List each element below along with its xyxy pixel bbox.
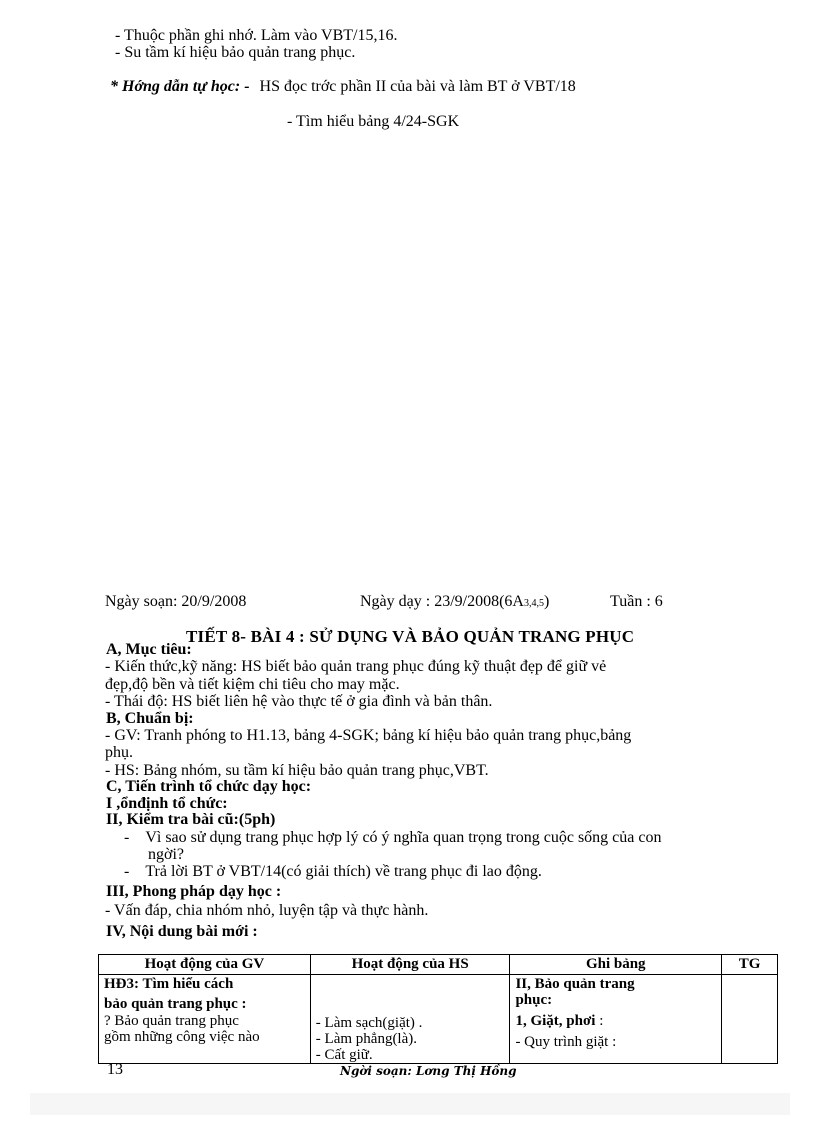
homework-line-2: - Su tầm kí hiệu bảo quản trang phục. <box>115 44 356 61</box>
section-b-line-2: phụ. <box>105 744 133 761</box>
homework-line-1: - Thuộc phần ghi nhớ. Làm vào VBT/15,16. <box>115 27 398 44</box>
teaching-date-text: Ngày dạy : 23/9/2008(6A <box>360 593 524 610</box>
header-board-notes: Ghi bảng <box>510 955 722 975</box>
section-b-heading: B, Chuẩn bị: <box>106 710 194 727</box>
page-number: 13 <box>107 1061 123 1078</box>
section-c-sub-1: I ,ổnđịnh tổ chức: <box>106 795 228 812</box>
section-b-line-1: - GV: Tranh phóng to H1.13, bảng 4-SGK; bảng kí hiệu bảo quản trang phục,bảng <box>105 727 632 744</box>
review-question-1: - Vì sao sử dụng trang phục hợp lý có ý nghĩa quan trọng trong cuộc sống của con <box>124 829 662 846</box>
section-b-line-3: - HS: Bảng nhóm, su tầm kí hiệu bảo quản trang phục,VBT. <box>105 762 489 779</box>
self-study-line-2: - Tìm hiểu bảng 4/24-SGK <box>287 113 460 130</box>
student-answer-1: - Làm sạch(giặt) . <box>315 1015 423 1031</box>
board-subsection <box>515 1013 716 1029</box>
review-question-2: - Trả lời BT ở VBT/14(có giải thích) về trang phục đi lao động. <box>124 863 542 880</box>
review-question-1-text: Vì sao sử dụng trang phục hợp lý có ý nghĩa quan trọng trong cuộc sống của con <box>145 829 662 846</box>
board-subsection-colon: : <box>595 1013 604 1029</box>
board-section-title-2: phục: <box>515 992 553 1008</box>
table-header-row <box>99 955 778 975</box>
header-teacher-activity: Hoạt động của GV <box>99 955 311 975</box>
teacher-question-2: gồm những công việc nào <box>104 1029 260 1045</box>
table-row <box>99 975 778 1064</box>
preparation-date: Ngày soạn: 20/9/2008 <box>105 593 247 610</box>
section-c-heading: C, Tiến trình tổ chức dạy học: <box>106 778 312 795</box>
time-cell <box>722 975 778 1064</box>
teacher-activity-cell <box>99 975 311 1064</box>
board-notes-cell <box>510 975 722 1064</box>
activity-title-2: bảo quản trang phục : <box>104 996 247 1012</box>
review-question-2-text: Trả lời BT ở VBT/14(có giải thích) về trang phục đi lao động. <box>145 863 542 880</box>
teaching-date <box>360 593 549 613</box>
student-activity-cell <box>310 975 510 1064</box>
self-study-text: HS đọc trớc phần II của bài và làm BT ở VBT/18 <box>259 78 576 95</box>
section-a-line-1: - Kiến thức,kỹ năng: HS biết bảo quản trang phục đúng kỹ thuật đẹp để giữ vẻ <box>105 658 607 675</box>
board-note-line-1: - Quy trình giặt : <box>515 1034 617 1050</box>
student-answer-3: - Cất giữ. <box>315 1047 373 1063</box>
header-student-activity: Hoạt động của HS <box>310 955 510 975</box>
board-section-title-1: II, Bảo quản trang <box>515 976 635 992</box>
class-numbers: 3,4,5 <box>523 598 544 609</box>
section-a-heading: A, Mục tiêu: <box>106 641 192 658</box>
self-study-label: * Hớng dẫn tự học: - <box>110 78 250 95</box>
student-answer-2: - Làm phẳng(là). <box>315 1031 418 1047</box>
teacher-question-1: ? Bảo quản trang phục <box>104 1013 239 1029</box>
section-c-sub-4: IV, Nội dung bài mới : <box>106 923 258 940</box>
section-a-line-3: - Thái độ: HS biết liên hệ vào thực tế ở gia đình và bản thân. <box>105 693 493 710</box>
section-c-sub-2: II, Kiểm tra bài cũ:(5ph) <box>106 811 276 828</box>
page-bottom-shade <box>30 1093 790 1115</box>
author-signature: Ngời soạn: Lơng Thị Hồng <box>340 1064 517 1078</box>
lesson-title: TIẾT 8- BÀI 4 : SỬ DỤNG VÀ BẢO QUẢN TRANG PHỤC <box>186 627 635 646</box>
section-c-sub-3: III, Phong pháp dạy học : <box>106 883 282 900</box>
activity-title-1: HĐ3: Tìm hiểu cách <box>104 976 234 992</box>
header-time: TG <box>722 955 778 975</box>
self-study-guide <box>110 78 576 96</box>
review-question-1-cont: ngời? <box>148 846 185 863</box>
teaching-date-close: ) <box>543 593 550 610</box>
board-subsection-title: 1, Giặt, phơi <box>515 1013 596 1029</box>
week-number: Tuần : 6 <box>610 593 663 610</box>
lesson-activity-table <box>98 954 778 1064</box>
section-a-line-2: đẹp,độ bền và tiết kiệm chi tiêu cho may mặc. <box>105 676 400 693</box>
section-c-sub-3-text: - Vấn đáp, chia nhóm nhỏ, luyện tập và thực hành. <box>105 902 429 919</box>
